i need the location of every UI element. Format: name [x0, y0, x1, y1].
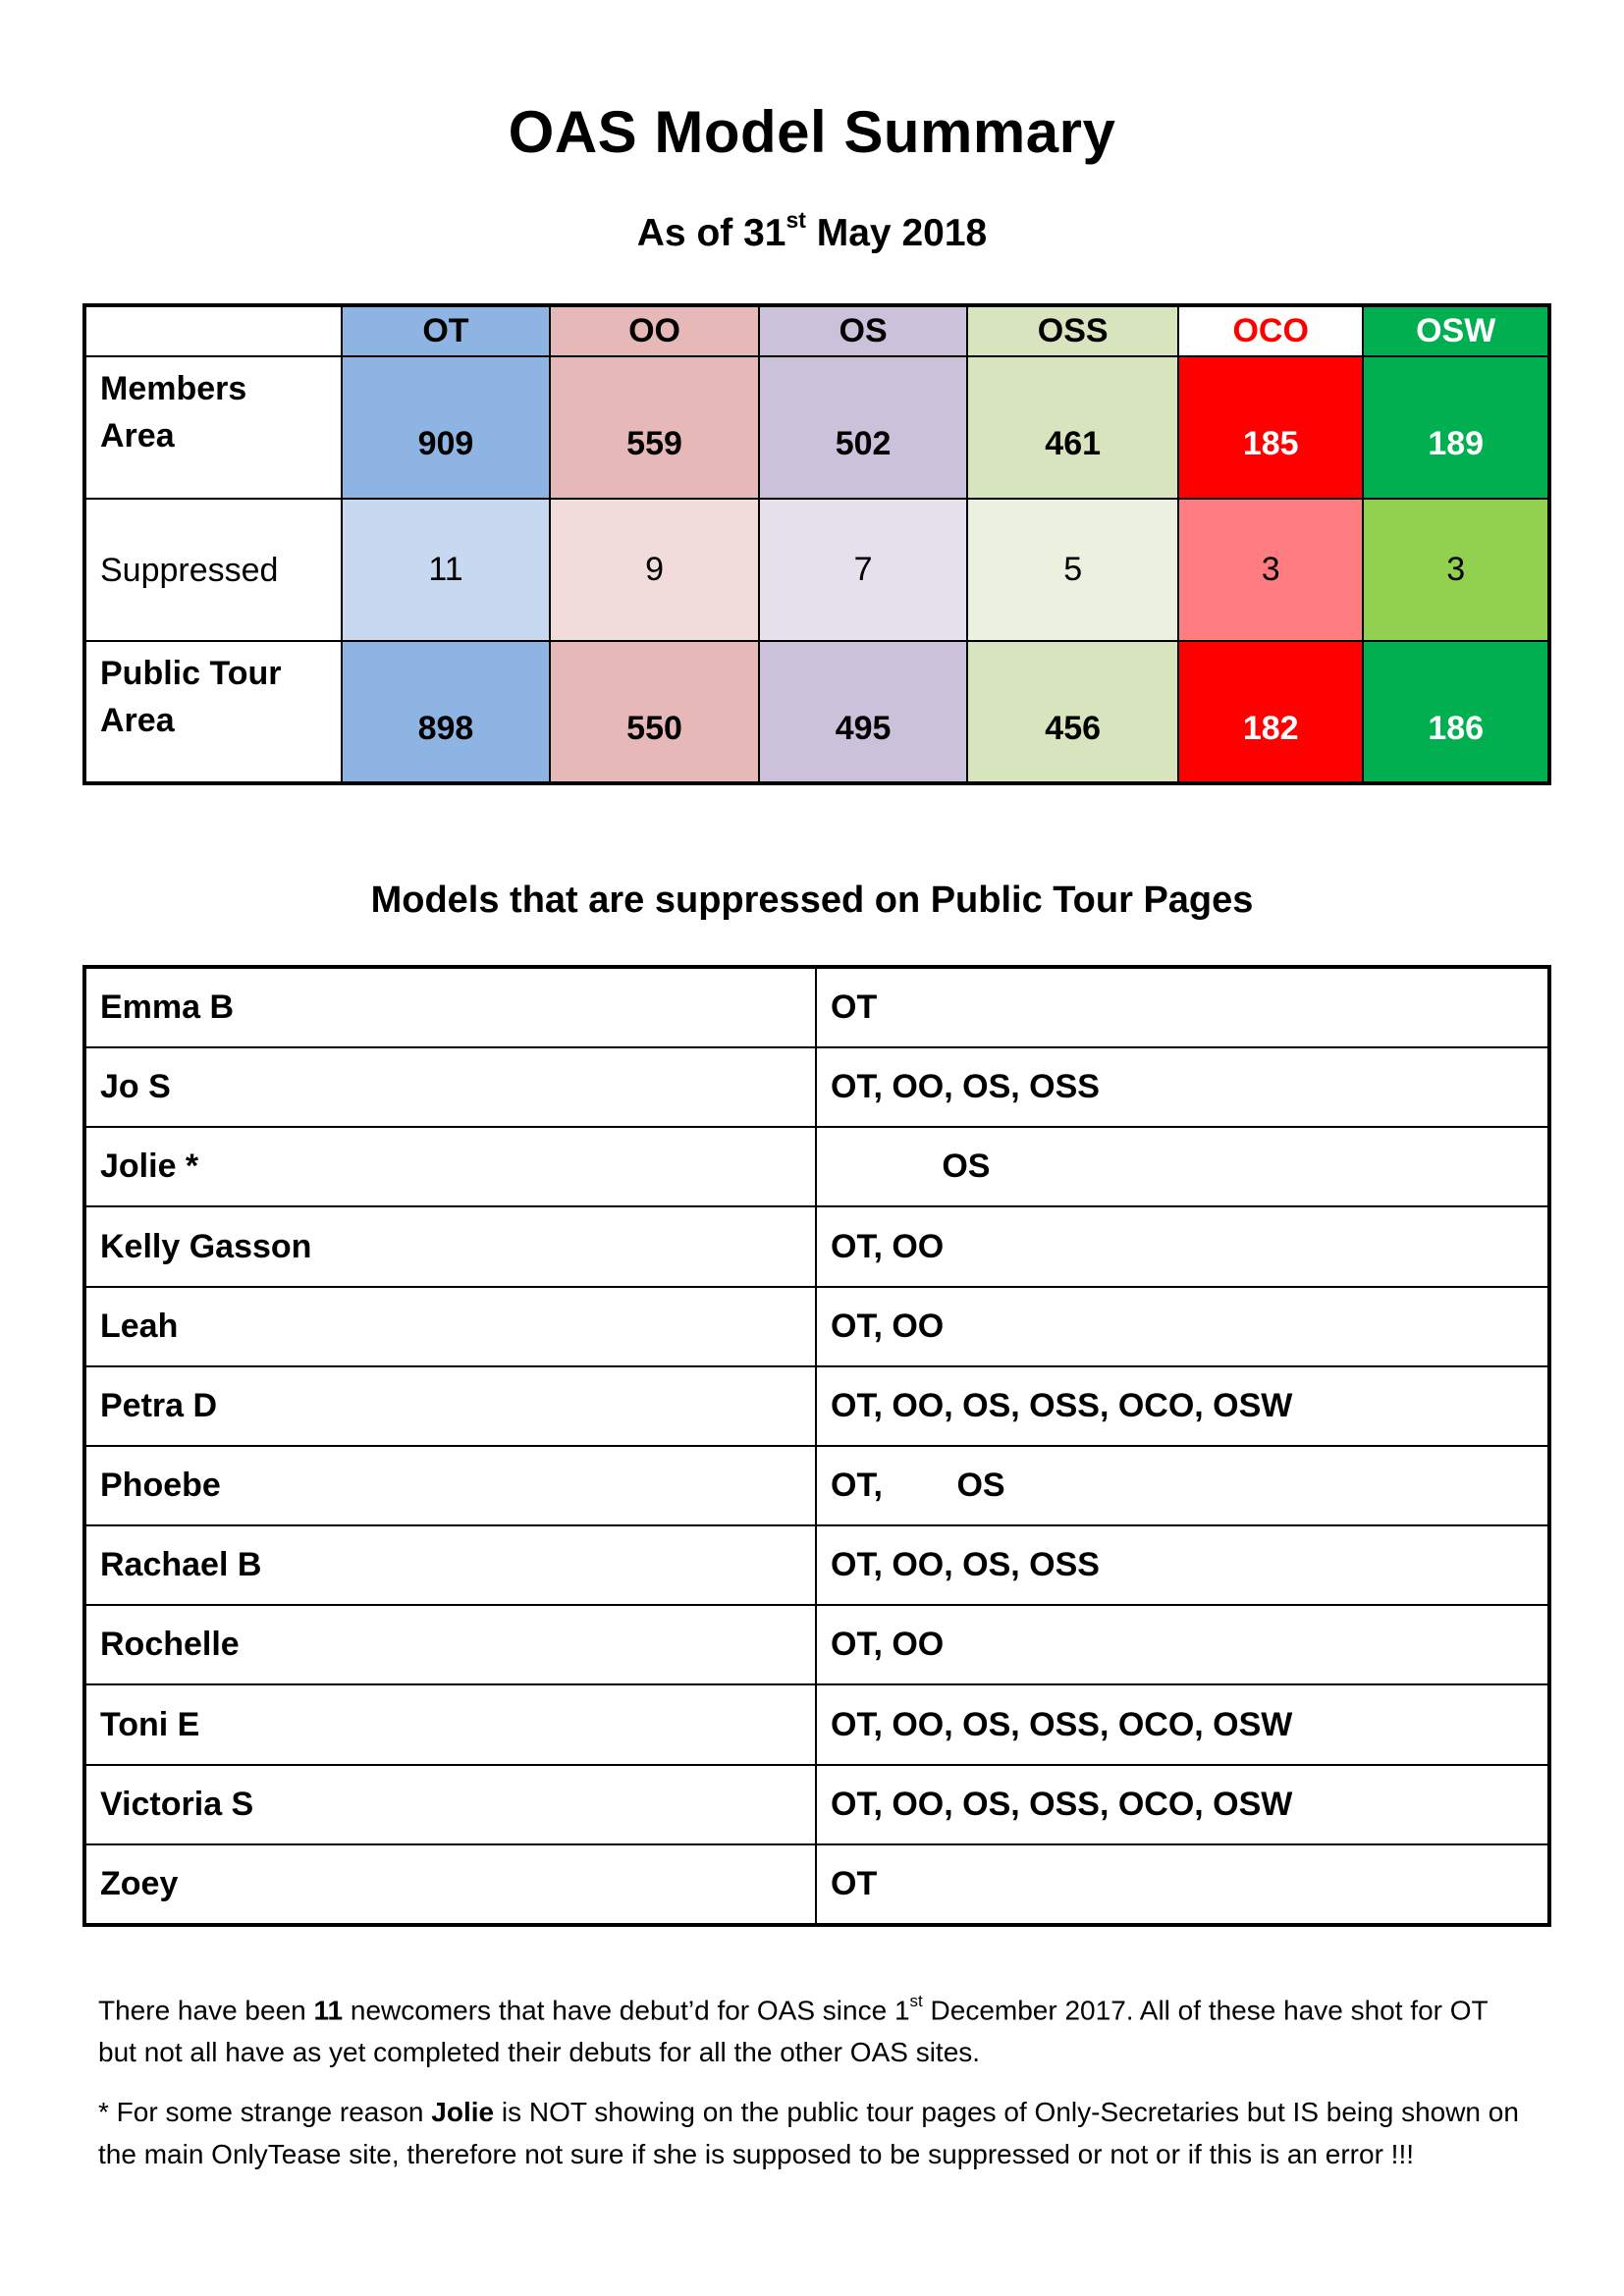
jolie-note	[98, 2091, 1532, 2175]
cell-suppressed-osw: 3	[1363, 499, 1549, 641]
model-row	[84, 1446, 1549, 1525]
row-label-line2: Area	[100, 702, 175, 739]
row-label-line1: Public Tour	[100, 655, 282, 692]
model-sites: OT, OO	[816, 1206, 1549, 1286]
model-row	[84, 1684, 1549, 1764]
model-name: Jo S	[84, 1047, 816, 1127]
model-sites: OT	[816, 1844, 1549, 1925]
summary-header-row	[84, 305, 1549, 356]
cell-members-os: 502	[759, 356, 968, 499]
subtitle-superscript: st	[785, 207, 806, 233]
cell-public-os: 495	[759, 641, 968, 783]
cell-members-oss: 461	[967, 356, 1178, 499]
cell-suppressed-oo: 9	[550, 499, 759, 641]
model-name: Rachael B	[84, 1525, 816, 1605]
row-label-members-area	[84, 356, 342, 499]
model-name: Victoria S	[84, 1765, 816, 1844]
model-sites: OT, OO, OS, OSS	[816, 1525, 1549, 1605]
note2-name: Jolie	[431, 2097, 495, 2127]
subtitle-suffix: May 2018	[805, 212, 988, 254]
cell-members-ot: 909	[342, 356, 551, 499]
row-label-line1: Members	[100, 370, 247, 407]
cell-suppressed-ot: 11	[342, 499, 551, 641]
summary-row-public-tour-area	[84, 641, 1549, 783]
model-row	[84, 1605, 1549, 1684]
model-row	[84, 1844, 1549, 1925]
model-sites: OT, OS	[816, 1446, 1549, 1525]
model-name: Phoebe	[84, 1446, 816, 1525]
model-name: Toni E	[84, 1684, 816, 1764]
summary-corner-cell	[84, 305, 342, 356]
note1-count: 11	[313, 1995, 344, 2026]
cell-suppressed-oss: 5	[967, 499, 1178, 641]
cell-public-osw: 186	[1363, 641, 1549, 783]
model-sites: OT, OO, OS, OSS	[816, 1047, 1549, 1127]
model-name: Zoey	[84, 1844, 816, 1925]
note1-text-a: There have been	[98, 1995, 314, 2026]
cell-public-ot: 898	[342, 641, 551, 783]
summary-row-members-area	[84, 356, 1549, 499]
cell-members-oo: 559	[550, 356, 759, 499]
section-title: Models that are suppressed on Public Tour Pages	[370, 880, 1254, 921]
model-name: Emma B	[84, 967, 816, 1047]
cell-public-oco: 182	[1178, 641, 1364, 783]
model-row	[84, 1287, 1549, 1366]
cell-public-oss: 456	[967, 641, 1178, 783]
column-header-oco: OCO	[1178, 305, 1364, 356]
column-header-oss: OSS	[967, 305, 1178, 356]
note2-text-a: * For some strange reason	[98, 2097, 432, 2127]
suppressed-models-table	[82, 965, 1551, 1927]
summary-table	[82, 303, 1551, 785]
cell-public-oo: 550	[550, 641, 759, 783]
note1-text-c: December 2017. All of these have shot for OT but not all have as yet completed their debuts for all the other OAS sites.	[98, 1995, 1489, 2068]
row-label-suppressed: Suppressed	[84, 499, 342, 641]
model-row	[84, 1366, 1549, 1446]
model-row	[84, 1047, 1549, 1127]
model-sites: OT, OO, OS, OSS, OCO, OSW	[816, 1765, 1549, 1844]
model-row	[84, 1765, 1549, 1844]
model-sites: OS	[816, 1127, 1549, 1206]
summary-row-suppressed	[84, 499, 1549, 641]
model-row	[84, 1525, 1549, 1605]
model-name: Rochelle	[84, 1605, 816, 1684]
page-title: OAS Model Summary	[508, 99, 1116, 165]
model-name: Leah	[84, 1287, 816, 1366]
subtitle-prefix: As of 31	[636, 212, 786, 254]
model-name: Kelly Gasson	[84, 1206, 816, 1286]
note1-superscript: st	[909, 1992, 923, 2010]
model-sites: OT, OO	[816, 1605, 1549, 1684]
note1-text-b: newcomers that have debut’d for OAS since 1	[343, 1995, 910, 2026]
newcomers-note	[98, 1983, 1532, 2073]
column-header-ot: OT	[342, 305, 551, 356]
row-label-line2: Area	[100, 417, 175, 454]
cell-members-oco: 185	[1178, 356, 1364, 499]
model-row	[84, 967, 1549, 1047]
model-name: Jolie *	[84, 1127, 816, 1206]
column-header-os: OS	[759, 305, 968, 356]
model-sites: OT	[816, 967, 1549, 1047]
model-sites: OT, OO	[816, 1287, 1549, 1366]
model-row	[84, 1127, 1549, 1206]
cell-suppressed-oco: 3	[1178, 499, 1364, 641]
model-name: Petra D	[84, 1366, 816, 1446]
note2-text-b: is NOT showing on the public tour pages of Only-Secretaries but IS being shown on the main OnlyTease site, therefore not sure if she is supposed to be suppressed or not or if this is an error !!!	[98, 2097, 1519, 2169]
model-row	[84, 1206, 1549, 1286]
model-sites: OT, OO, OS, OSS, OCO, OSW	[816, 1366, 1549, 1446]
cell-suppressed-os: 7	[759, 499, 968, 641]
cell-members-osw: 189	[1363, 356, 1549, 499]
suppressed-models-body	[84, 967, 1549, 1925]
row-label-public-tour-area	[84, 641, 342, 783]
column-header-osw: OSW	[1363, 305, 1549, 356]
column-header-oo: OO	[550, 305, 759, 356]
model-sites: OT, OO, OS, OSS, OCO, OSW	[816, 1684, 1549, 1764]
page-subtitle	[0, 207, 1624, 255]
